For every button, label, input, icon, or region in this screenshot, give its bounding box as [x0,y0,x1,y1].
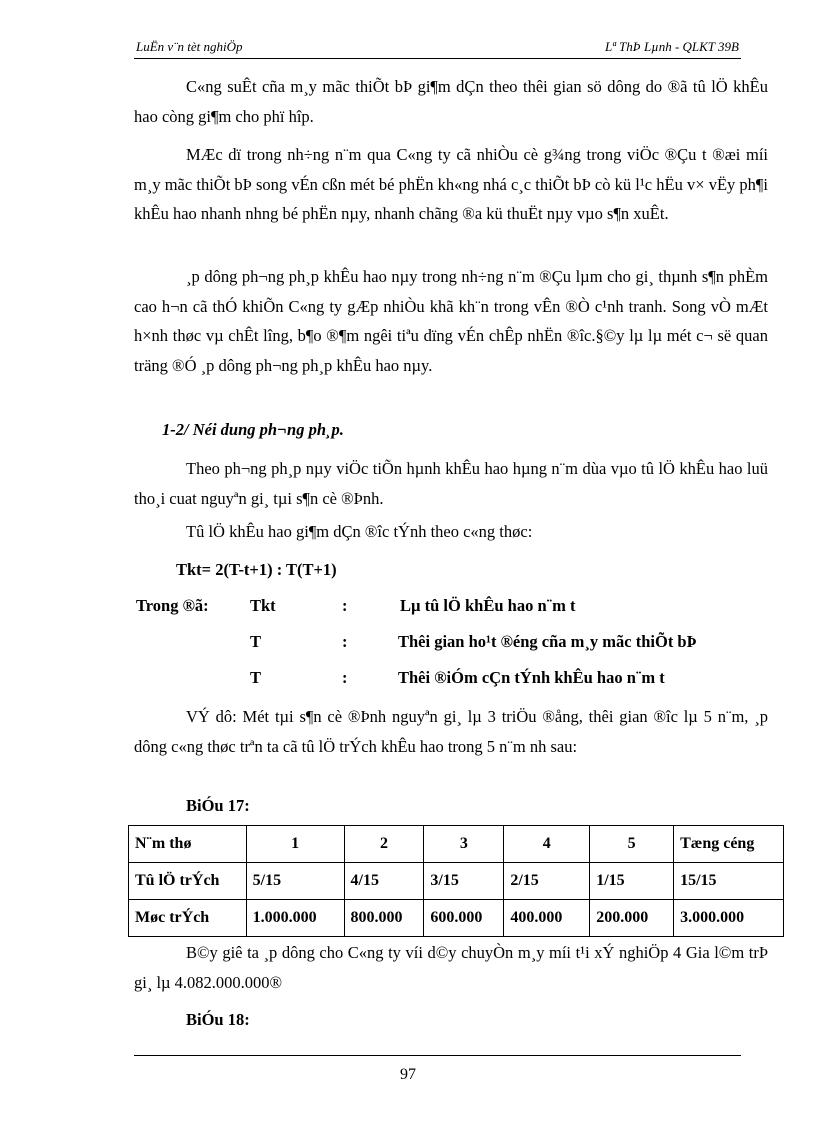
page-number: 97 [400,1066,416,1083]
table-cell: 2/15 [504,863,590,900]
table-cell: 3 [424,826,504,863]
table-cell: 1/15 [590,863,674,900]
paragraph-4: Theo ph¬ng ph¸p nµy viÖc tiÕn hµnh khÊu hao hµng n¨m dùa vµo tû lÖ khÊu hao luü tho¸i cuat nguyªn gi¸ tµi s¶n cè ®Þnh. [134,459,768,508]
table-row [129,900,784,937]
legend-colon-3: : [342,668,348,687]
table-cell: 4 [504,826,590,863]
table-row [129,826,784,863]
paragraph-3: ¸p dông ph¬ng ph¸p khÊu hao nµy trong nh÷ng n¨m ®Çu lµm cho gi¸ thµnh s¶n phÈm cao h¬n cã thÓ khiÕn C«ng ty gÆp nhiÒu khã kh¨n trong vÊn ®Ò c¹nh tranh. Song vÒ mÆt h×nh thøc vµ chÊt lîng, b¶o ®¶m ngêi tiªu dïng vÉn chÊp nhËn ®îc.§©y lµ lµ mét c¬ së quan träng ®Ó ¸p dông ph¬ng ph¸p khÊu hao nµy. [134,267,768,375]
table-cell: 1.000.000 [246,900,344,937]
table-cell: 15/15 [674,863,784,900]
table-row [129,863,784,900]
table-cell: 600.000 [424,900,504,937]
table-cell: 3.000.000 [674,900,784,937]
section-heading: 1-2/ Néi dung ph¬ng ph¸p. [162,420,344,439]
table-cell: 5/15 [246,863,344,900]
formula: Tkt= 2(T-t+1) : T(T+1) [176,560,337,579]
table-cell: 5 [590,826,674,863]
table-cell: 1 [246,826,344,863]
table-cell: Tû lÖ trÝch [129,863,247,900]
legend-desc-1: Lµ tû lÖ khÊu hao n¨m t [400,596,576,615]
header-right: Lª ThÞ Lµnh - QLKT 39B [604,39,739,54]
paragraph-1: C«ng suÊt cña m¸y mãc thiÕt bÞ gi¶m dÇn theo thêi gian sö dông do ®ã tû lÖ khÊu hao còng gi¶m cho phï hîp. [134,77,768,126]
table-cell: 4/15 [344,863,424,900]
paragraph-5: Tû lÖ khÊu hao gi¶m dÇn ®îc tÝnh theo c«ng thøc: [186,522,533,541]
depreciation-table [128,825,784,937]
legend-symbol-1: Tkt [250,596,276,615]
paragraph-2: MÆc dï trong nh÷ng n¨m qua C«ng ty cã nhiÒu cè g¾ng trong viÖc ®Çu t ®æi míi m¸y mãc thiÕt bÞ song vÉn cßn mét bé phËn kh«ng nhá c¸c thiÕt bÞ cò kü l¹c hËu v× vËy ph¶i khÊu hao nhanh nhng bé phËn nµy, nhanh chãng ®a kü thuËt nµy vµo s¶n xuÊt. [134,145,768,224]
table-cell: 2 [344,826,424,863]
header-rule [134,58,741,59]
footer-rule [134,1055,741,1056]
paragraph-7: B©y giê ta ¸p dông cho C«ng ty víi d©y chuyÒn m¸y míi t¹i xÝ nghiÖp 4 Gia l©m trÞ gi¸ lµ 4.082.000.000® [134,943,768,992]
legend-trong: Trong ®ã: [136,596,209,615]
legend-desc-2: Thêi gian ho¹t ®éng cña m¸y mãc thiÕt bÞ [398,632,697,651]
legend-symbol-2: T [250,632,262,651]
bieu-18-label: BiÓu 18: [186,1010,250,1029]
table-cell: Møc trÝch [129,900,247,937]
legend-desc-3: Thêi ®iÓm cÇn tÝnh khÊu hao n¨m t [398,668,665,687]
page-header [134,37,741,57]
table-cell: 3/15 [424,863,504,900]
legend-colon-2: : [342,632,348,651]
table-cell: 200.000 [590,900,674,937]
legend-colon-1: : [342,596,348,615]
legend-symbol-3: T [250,668,262,687]
table-cell: 800.000 [344,900,424,937]
paragraph-6: VÝ dô: Mét tµi s¶n cè ®Þnh nguyªn gi¸ lµ 3 triÖu ®ång, thêi gian ®îc lµ 5 n¨m, ¸p dông c«ng thøc trªn ta cã tû lÖ trÝch khÊu hao trong 5 n¨m nh sau: [134,707,768,756]
table-cell: N¨m thø [129,826,247,863]
table-cell: Tæng céng [674,826,784,863]
header-left: LuËn v¨n tèt nghiÖp [136,39,243,54]
bieu-17-label: BiÓu 17: [186,796,250,815]
table-cell: 400.000 [504,900,590,937]
